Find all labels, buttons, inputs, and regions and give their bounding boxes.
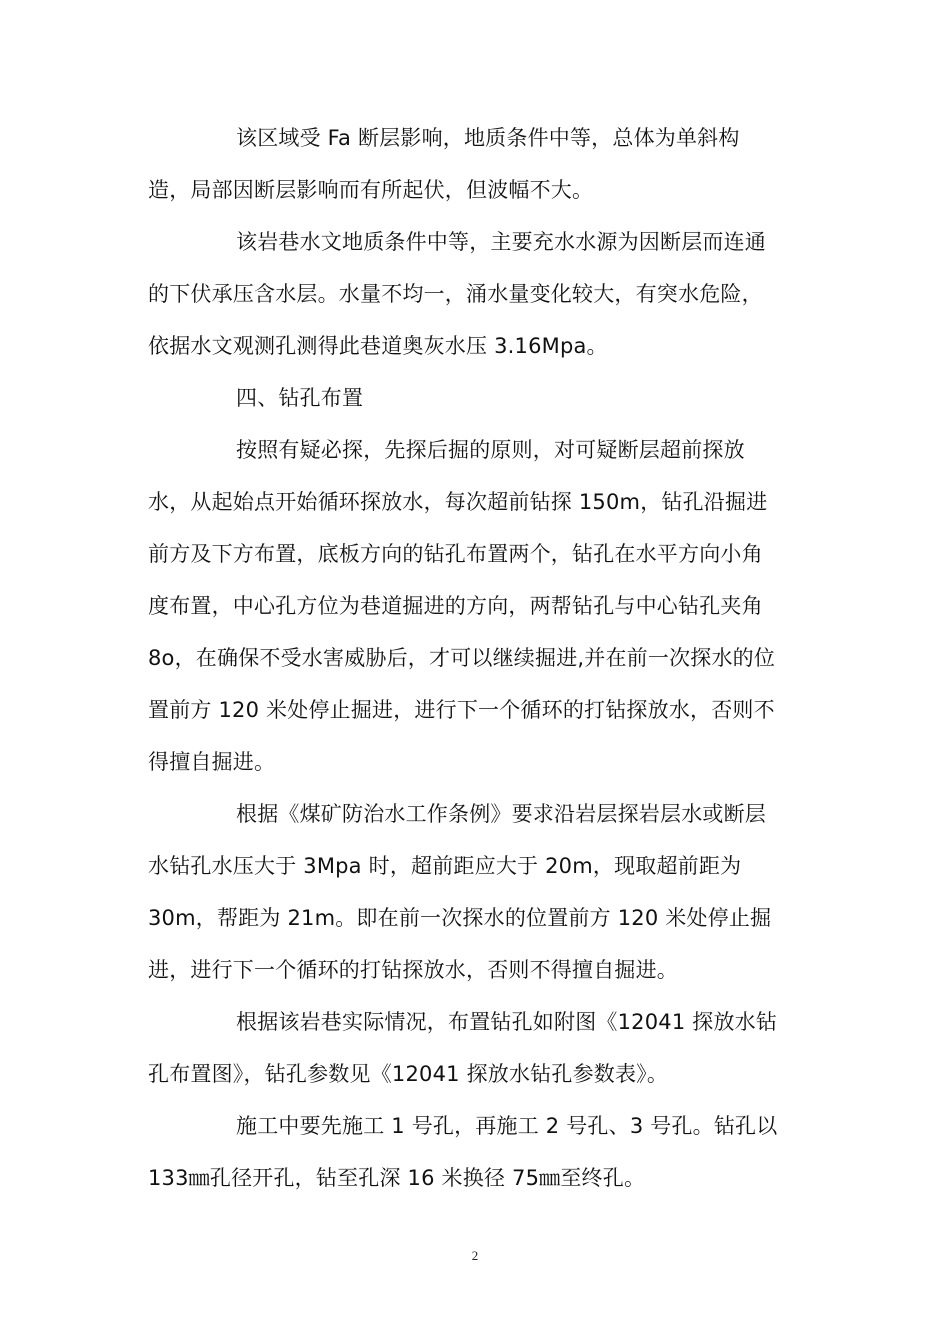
paragraph-geology-line-1: 该区域受 Fa 断层影响，地质条件中等，总体为单斜构 xyxy=(236,126,740,150)
paragraph-hydrology-line-2: 的下伏承压含水层。水量不均一，涌水量变化较大，有突水危险， xyxy=(148,282,763,306)
paragraph-principle-line-4: 度布置，中心孔方位为巷道掘进的方向，两帮钻孔与中心钻孔夹角 xyxy=(148,594,763,618)
paragraph-regulation-line-2: 水钻孔水压大于 3Mpa 时，超前距应大于 20m，现取超前距为 xyxy=(148,854,742,878)
paragraph-principle-line-3: 前方及下方布置，底板方向的钻孔布置两个，钻孔在水平方向小角 xyxy=(148,542,763,566)
paragraph-principle-line-1: 按照有疑必探，先探后掘的原则，对可疑断层超前探放 xyxy=(236,438,745,462)
paragraph-principle-line-6: 置前方 120 米处停止掘进，进行下一个循环的打钻探放水，否则不 xyxy=(148,698,775,722)
page-number: 2 xyxy=(471,1248,479,1263)
paragraph-principle-line-5: 8o，在确保不受水害威胁后，才可以继续掘进,并在前一次探水的位 xyxy=(148,646,776,670)
paragraph-principle-line-7: 得擅自掘进。 xyxy=(148,750,276,774)
paragraph-construction-line-1: 施工中要先施工 1 号孔，再施工 2 号孔、3 号孔。钻孔以 xyxy=(236,1114,778,1138)
paragraph-principle-line-2: 水，从起始点开始循环探放水，每次超前钻探 150m，钻孔沿掘进 xyxy=(148,490,768,514)
paragraph-construction-line-2: 133㎜孔径开孔，钻至孔深 16 米换径 75㎜至终孔。 xyxy=(148,1166,646,1190)
paragraph-hydrology-line-1: 该岩巷水文地质条件中等，主要充水水源为因断层而连通 xyxy=(236,230,766,254)
paragraph-layout-line-1: 根据该岩巷实际情况，布置钻孔如附图《12041 探放水钻 xyxy=(236,1010,778,1034)
paragraph-geology-line-2: 造，局部因断层影响而有所起伏，但波幅不大。 xyxy=(148,178,594,202)
paragraph-layout-line-2: 孔布置图》，钻孔参数见《12041 探放水钻孔参数表》。 xyxy=(148,1062,669,1086)
paragraph-regulation-line-3: 30m，帮距为 21m。即在前一次探水的位置前方 120 米处停止掘 xyxy=(148,906,772,930)
paragraph-regulation-line-4: 进，进行下一个循环的打钻探放水，否则不得擅自掘进。 xyxy=(148,958,678,982)
section-heading: 四、钻孔布置 xyxy=(236,386,364,410)
paragraph-regulation-line-1: 根据《煤矿防治水工作条例》要求沿岩层探岩层水或断层 xyxy=(236,802,766,826)
body-text xyxy=(148,112,810,1204)
paragraph-hydrology-line-3: 依据水文观测孔测得此巷道奥灰水压 3.16Mpa。 xyxy=(148,334,608,358)
